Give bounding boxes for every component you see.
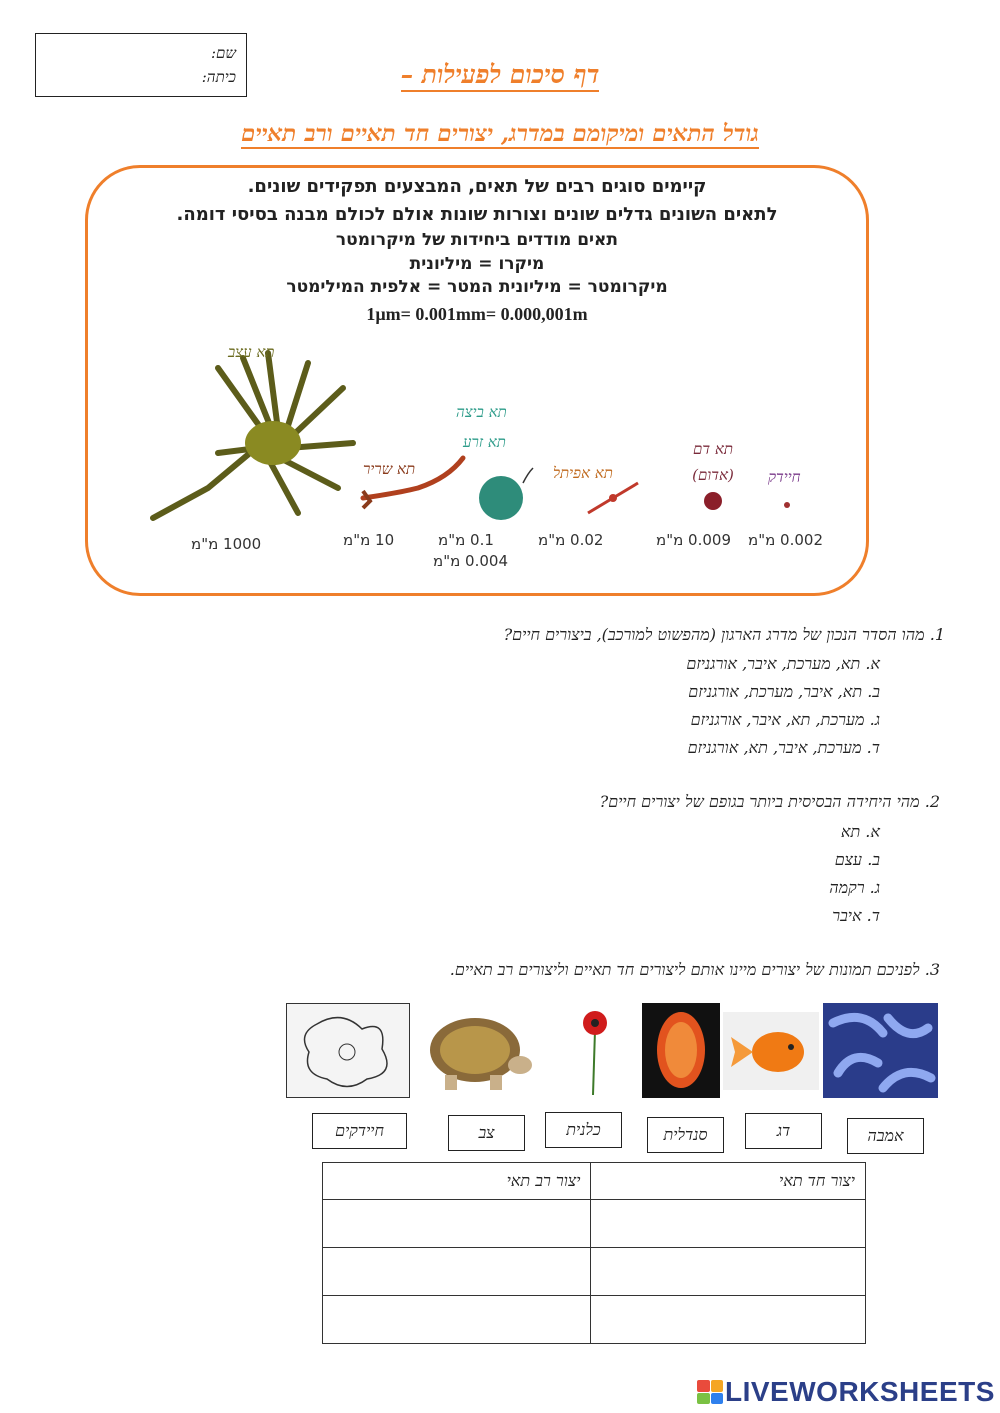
multi-cell-slot[interactable] [323, 1200, 591, 1248]
single-cell-slot[interactable] [591, 1200, 866, 1248]
logo-text: LIVEWORKSHEETS [725, 1376, 995, 1407]
tag-paramecium[interactable]: סנדלית [647, 1117, 724, 1153]
classification-table [322, 1162, 866, 1344]
nerve-cell-image [148, 348, 368, 528]
info-line-2: לתאים השונים גדלים שונים וצורות שונות אולם לכולם מבנה בסיסי דומה. [176, 204, 778, 225]
anemone-flower-picture [567, 1005, 622, 1097]
tag-fish[interactable]: דג [745, 1113, 822, 1149]
red-blood-cell-label: תא דם (אדום) [692, 440, 734, 484]
single-cell-slot[interactable] [591, 1248, 866, 1296]
page-title-text: דף סיכום לפעילות – [401, 60, 600, 92]
q1-option-c[interactable]: ג. מערכת, תא, איבר, אורגניזם [690, 710, 880, 729]
egg-cell-label: תא ביצה [456, 403, 507, 421]
q1-option-d[interactable]: ד. מערכת, איבר, תא, אורגניזם [687, 738, 880, 757]
turtle-picture [420, 1005, 535, 1097]
q2-option-a[interactable]: א. תא [840, 822, 880, 841]
question-3-text: 3. לפניכם תמונות של יצורים מיינו אותם ליצורים חד תאיים וליצורים רב תאיים. [449, 960, 940, 979]
liveworksheets-logo [697, 1376, 995, 1408]
question-2-text: 2. מהי היחידה הבסיסית ביותר בגופם של יצורים חיים? [599, 792, 940, 811]
sperm-cell-size: 0.004 מ"מ [433, 552, 508, 570]
bacteria-picture [823, 1003, 938, 1098]
q1-option-a[interactable]: א. תא, מערכת, איבר, אורגניזם [686, 654, 880, 673]
epithelial-cell-image [583, 478, 643, 518]
bacteria-size: 0.002 מ"מ [748, 531, 823, 549]
bacteria-image [780, 498, 794, 512]
name-label: שם: [210, 44, 236, 62]
multi-cell-slot[interactable] [323, 1248, 591, 1296]
egg-sperm-cell-image [473, 463, 543, 523]
tag-amoeba[interactable]: אמבה [847, 1118, 924, 1154]
logo-mark-icon [697, 1380, 723, 1404]
goldfish-picture [723, 1012, 819, 1090]
multi-cell-header: יצור רב תאי [323, 1163, 591, 1200]
name-class-box[interactable] [35, 33, 247, 97]
page-subtitle-text: גודל התאים ומיקומם במדרג, יצורים חד תאיים ורב תאיים [241, 120, 759, 147]
q2-option-b[interactable]: ב. עצם [834, 850, 880, 869]
class-label: כיתה: [201, 68, 236, 86]
page-title [300, 60, 700, 90]
multi-cell-slot[interactable] [323, 1296, 591, 1344]
q2-option-d[interactable]: ד. איבר [832, 906, 880, 925]
epithelial-cell-size: 0.02 מ"מ [538, 531, 604, 549]
q1-option-b[interactable]: ב. תא, איבר, מערכת, אורגניזם [688, 682, 880, 701]
info-line-4: מיקרו = מיליונית [409, 254, 545, 274]
single-cell-header: יצור חד תאי [591, 1163, 866, 1200]
info-box [85, 165, 869, 596]
tag-turtle[interactable]: צב [448, 1115, 525, 1151]
single-cell-slot[interactable] [591, 1296, 866, 1344]
muscle-cell-size: 10 מ"מ [343, 531, 395, 549]
paramecium-picture [642, 1003, 720, 1098]
bacteria-label: חיידק [768, 468, 801, 486]
page-subtitle [150, 120, 850, 147]
egg-cell-size: 0.1 מ"מ [438, 531, 494, 549]
epithelial-cell-label: תא אפיתל [553, 464, 613, 482]
red-blood-cell-image [698, 486, 728, 516]
sperm-cell-label: תא זרע [463, 433, 506, 451]
question-1-text: 1. מהו הסדר הנכון של מדרג הארגון (מהפשוט למורכב), ביצורים חיים? [503, 625, 945, 644]
red-blood-cell-size: 0.009 מ"מ [656, 531, 731, 549]
nerve-cell-label: תא עצב [228, 343, 275, 361]
info-line-3: תאים מודדים ביחידות של מיקרומטר [335, 230, 619, 250]
tag-bacteria[interactable]: חיידקים [312, 1113, 407, 1149]
info-line-6: 1µm= 0.001mm= 0.000,001m [366, 304, 588, 324]
muscle-cell-label: תא שריר [363, 460, 416, 478]
q2-option-c[interactable]: ג. רקמה [829, 878, 880, 897]
amoeba-picture [286, 1003, 410, 1098]
info-line-5: מיקרומטר = מיליונית המטר = אלפית המילימטר [286, 277, 668, 297]
tag-anemone[interactable]: כלנית [545, 1112, 622, 1148]
info-line-1: קיימים סוגים רבים של תאים, המבצעים תפקידים שונים. [247, 176, 707, 197]
nerve-cell-size: 1000 מ"מ [191, 535, 262, 553]
